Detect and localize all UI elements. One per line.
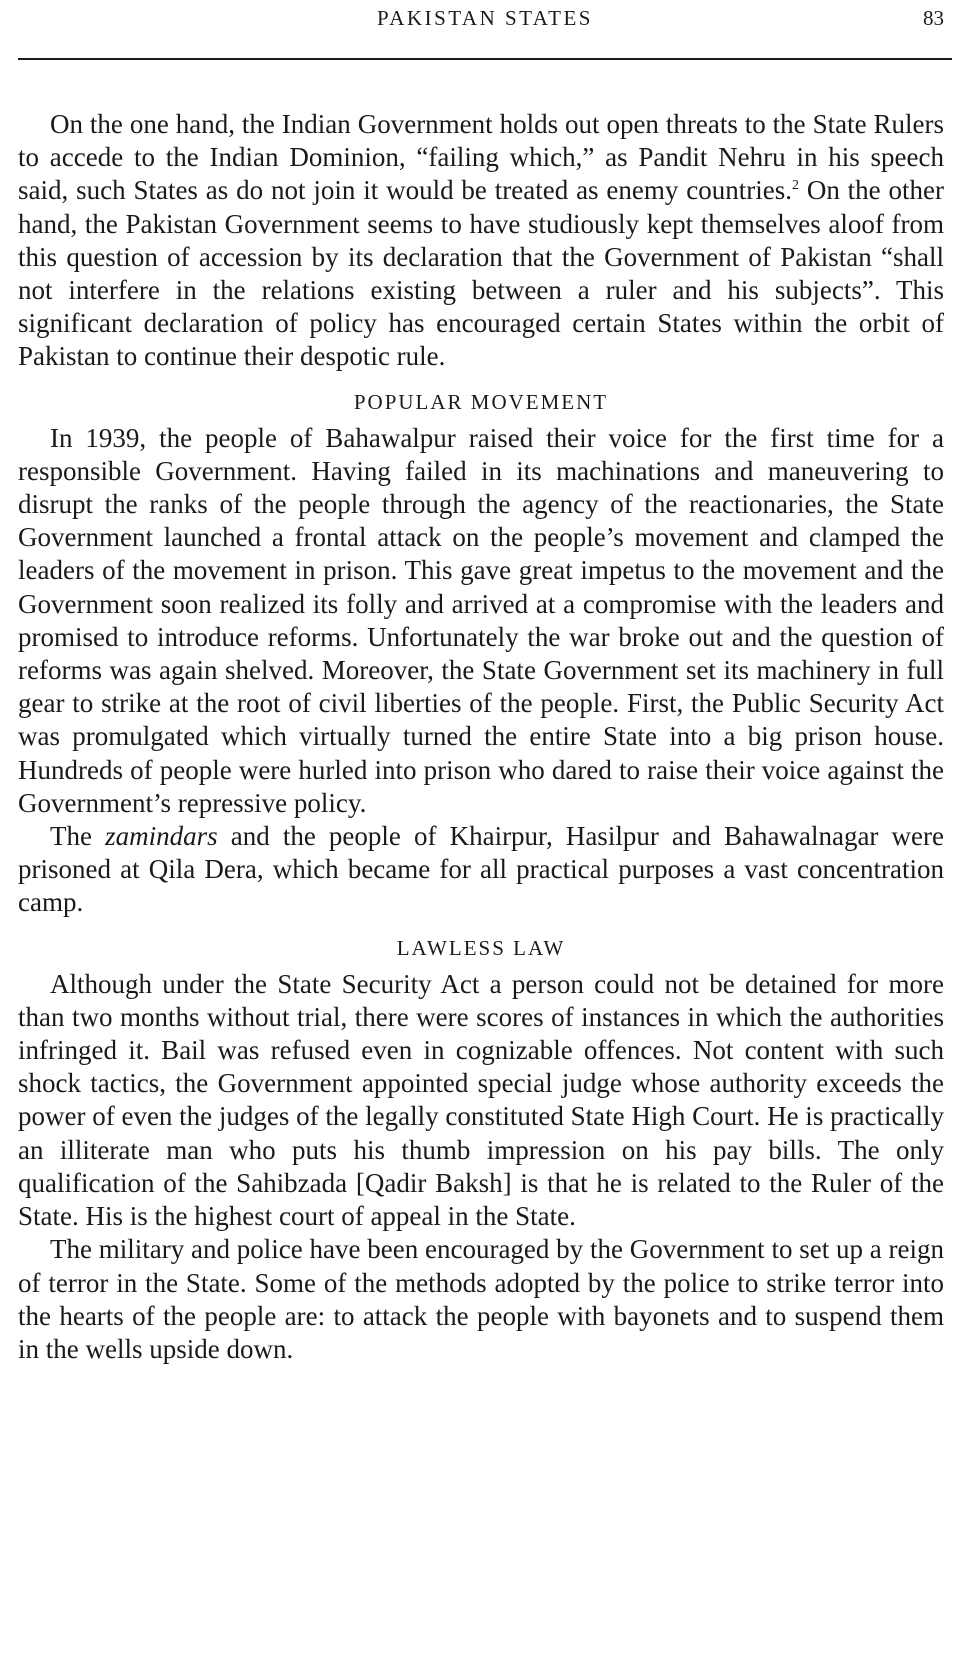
paragraph-bahawalpur: In 1939, the people of Bahawalpur raised their voice for the first time for a responsible Government. Having failed in its machinations and maneuvering to disrupt the ranks of the people through the agency of the reactionaries, the State Government launched a frontal attack on the people’s movement and clamped the leaders of the movement in prison. This gave great impetus to the movement and the Government soon realized its folly and arrived at a compromise with the leaders and promised to introduce reforms. Unfortunately the war broke out and the question of reforms was again shelved. Moreover, the State Government set its machinery in full gear to strike at the root of civil liberties of the people. First, the Public Security Act was promulgated which virtually turned the entire State into a big prison house. Hundreds of people were hurled into prison who dared to raise their voice against the Government’s repressive policy.	[18, 422, 944, 818]
header-rule	[18, 58, 952, 60]
paragraph-zamindars-text-a: The	[50, 821, 106, 852]
page-number: 83	[923, 6, 944, 30]
running-head	[18, 6, 952, 36]
italic-term-zamindars: zamindars	[105, 821, 218, 852]
paragraph-accession	[18, 108, 944, 374]
paragraph-security-act: Although under the State Security Act a person could not be detained for more than two months without trial, there were scores of instances in which the authorities infringed it. Bail was refused even in cognizable offences. Not content with such shock tactics, the Government appointed special judge whose authority exceeds the power of even the judges of the legally constituted State High Court. He is practically an illiterate man who puts his thumb impression on his pay bills. The only qualification of the Sahibzada [Qadir Baksh] is that he is related to the Ruler of the State. His is the highest court of appeal in the State.	[18, 968, 945, 1232]
paragraph-military-police: The military and police have been encouraged by the Government to set up a reign of terror in the State. Some of the methods adopted by the police to strike terror into the hearts of the people are: to attack the people with bayonets and to suspend them in the wells upside down.	[18, 1234, 944, 1364]
body-text	[18, 108, 944, 1366]
book-page	[18, 0, 952, 1670]
paragraph-zamindars	[18, 820, 944, 920]
footnote-reference: 2	[791, 178, 799, 194]
spacer	[18, 920, 944, 928]
spacer	[18, 374, 944, 382]
section-heading-popular-movement: POPULAR MOVEMENT	[353, 389, 609, 414]
paragraph-zamindars-text-b: and the people of Khairpur, Hasilpur and Bahawalnagar were prisoned at Qila Dera, which became for all practical purposes a vast concentration camp.	[18, 821, 944, 918]
paragraph-accession-text-a: On the one hand, the Indian Government holds out open threats to the State Rulers to accede to the Indian Dominion, “failing which,” as Pandit Nehru in his speech said, such States as do not join it would be treated as enemy countries.	[18, 109, 944, 206]
paragraph-accession-text-b: On the other hand, the Pakistan Government seems to have studiously kept themselves aloof from this question of accession by its declaration that the Government of Pakistan “shall not interfere in the relations existing between a ruler and his subjects”. This significant declaration of policy has encouraged certain States within the orbit of Pakistan to continue their despotic rule.	[18, 175, 944, 372]
running-title: PAKISTAN STATES	[377, 6, 593, 30]
section-heading-lawless-law: LAWLESS LAW	[396, 935, 566, 960]
